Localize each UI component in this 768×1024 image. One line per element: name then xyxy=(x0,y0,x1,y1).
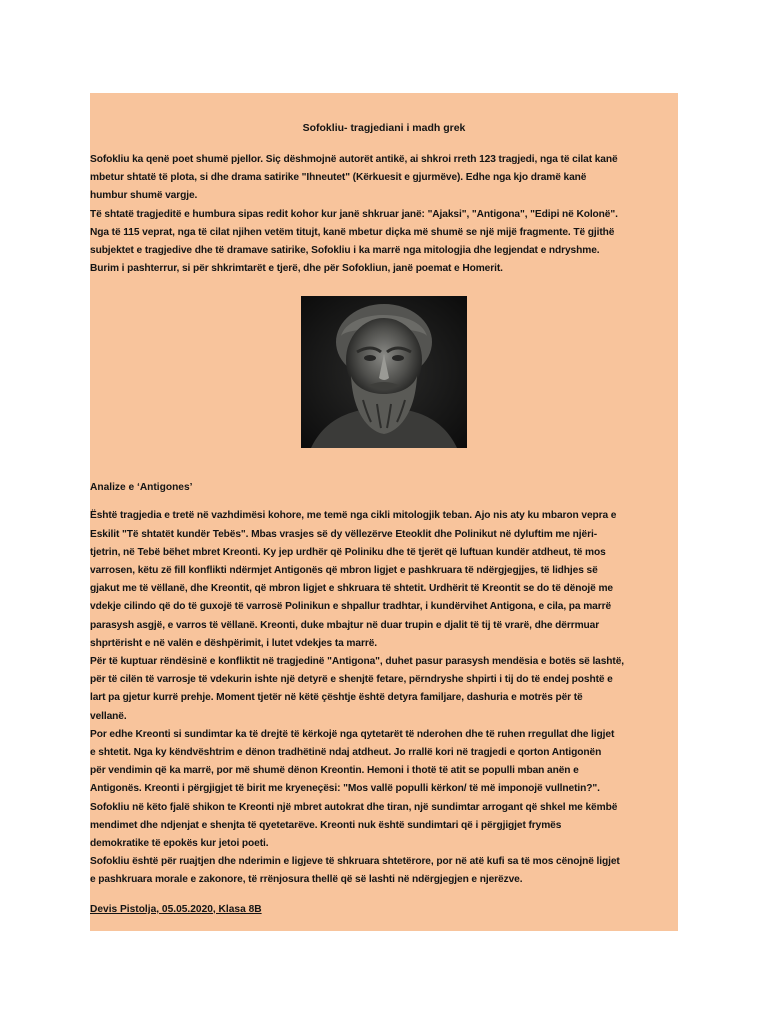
intro-paragraph: Sofokliu ka qenë poet shumë pjellor. Siç dëshmojnë autorët antikë, ai shkroi rreth 123 tragjedi, nga të cilat kanë mbetur shtatë të plota, si dhe drama satirike "Ihneutet" (Kërkuesit e gjurmëve). Edhe nga kjo dramë kanë humbur shumë vargje. Të shtatë tragjeditë e humbura sipas redit kohor kur janë shkruar janë: "Ajaksi", "Antigona", "Edipi në Kolonë". Nga të 115 veprat, nga të cilat njihen vetëm titujt, kanë mbetur diçka më shumë se një mijë fragmente. Të gjithë subjektet e tragjedive dhe të dramave satirike, Sofokliu i ka marrë nga mitologjia dhe legjendat e ndryshme. Burim i pashterrur, si për shkrimtarët e tjerë, dhe për Sofokliun, janë poemat e Homerit. xyxy=(90,154,618,275)
section-heading: Analize e ‘Antigones’ xyxy=(90,482,193,494)
document-page xyxy=(90,93,678,931)
sophocles-bust-image xyxy=(301,296,467,448)
document-title: Sofokliu- tragjediani i madh grek xyxy=(302,122,466,134)
author-signature: Devis Pistolja, 05.05.2020, Klasa 8B xyxy=(90,903,262,915)
bust-illustration xyxy=(301,296,467,448)
analysis-paragraph: Është tragjedia e tretë në vazhdimësi kohore, me temë nga cikli mitologjik teban. Ajo nis aty ku mbaron vepra e Eskilit "Të shtatët kundër Tebës". Mbas vrasjes së dy vëllezërve Eteoklit dhe Polinikut në dyluftim me njëri- tjetrin, në Tebë bëhet mbret Kreonti. Ky jep urdhër që Poliniku dhe të tjerët që luftuan kundër atdheut, të mos varrosen, këtu zë fill konflikti ndërmjet Antigonës që mbron ligjet e pashkruara të ndërgjegjjes, të lidhjes së gjakut me të vëllanë, dhe Kreontit, që mbron ligjet e shkruara të shtetit. Urdhërit të Kreontit se do të dënojë me vdekje cilindo që do të guxojë të varrosë Polinikun e shpallur tradhtar, i kundërvihet Antigona, e cila, pa marrë parasysh asgjë, e varros të vëllanë. Kreonti, duke mbajtur në duar trupin e djalit të tij të vrarë, dhe dërrmuar shprtërisht e në valën e dëshpërimit, i lutet vdekjes ta marrë. Për të kuptuar rëndësinë e konfliktit në tragjedinë "Antigona", duhet pasur parasysh mendësia e botës së lashtë, për të cilën të varrosje të vdekurin ishte një detyrë e shenjtë fetare, përndryshe shpirti i tij do të endej poshtë e lart pa gjetur kurrë prehje. Moment tjetër në këtë çështje është detyra familjare, dashuria e motrës për të vellanë. Por edhe Kreonti si sundimtar ka të drejtë të kërkojë nga qytetarët të nderohen dhe të ruhen rregullat dhe ligjet e shtetit. Nga ky këndvështrim e dënon tradhëtinë ndaj atdheut. Jo rrallë kori në tragjedi e qorton Antigonën për vendimin që ka marrë, por më shumë dënon Kreontin. Hemoni i thotë të atit se populli mban anën e Antigonës. Kreonti i përgjigjet të birit me kryeneçësi: "Mos vallë populli kërkon/ të më imponojë vullnetin?". Sofokliu në këto fjalë shikon te Kreonti një mbret autokrat dhe tiran, një sundimtar arrogant që shkel me këmbë mendimet dhe ndjenjat e shenjta të qyetetarëve. Kreonti nuk është sundimtari që i përgjigjet frymës demokratike të epokës kur jetoi poeti. Sofokliu është për ruajtjen dhe nderimin e ligjeve të shkruara shtetërore, por në atë kufi sa të mos cënojnë ligjet e pashkruara morale e zakonore, të rrënjosura thellë që së lashti në ndërgjegjen e njerëzve. xyxy=(90,510,625,886)
